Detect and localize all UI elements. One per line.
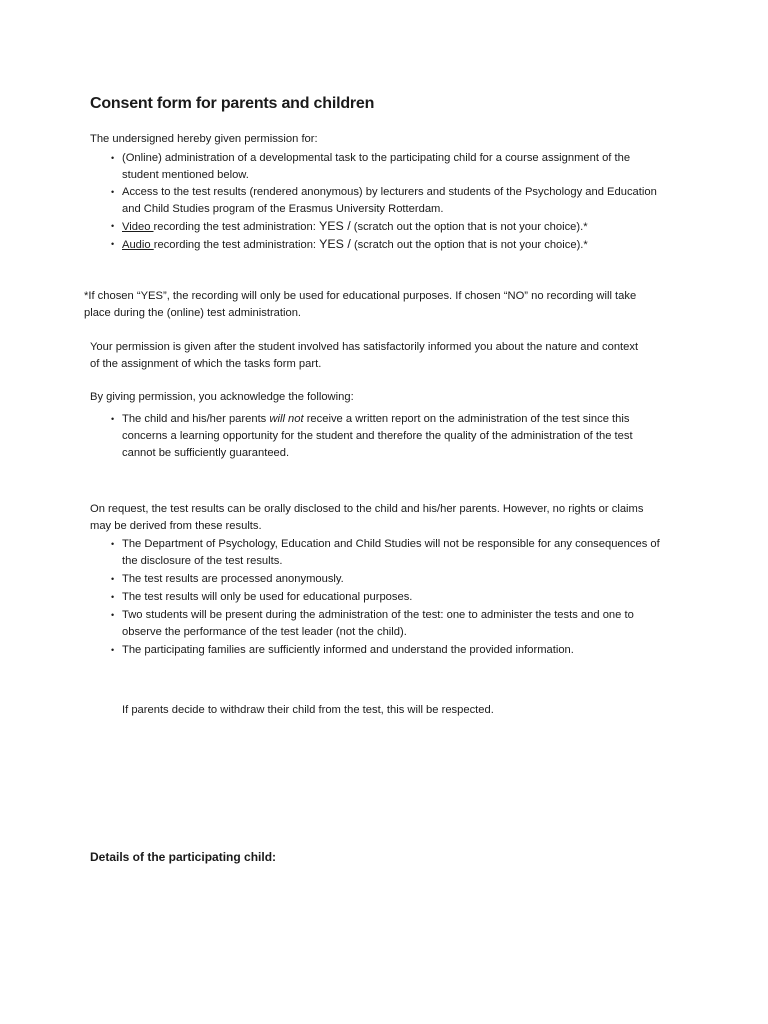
footnote-line: place during the (online) test administration.	[84, 307, 302, 319]
audio-yes-option[interactable]: YES /	[319, 237, 351, 251]
list-item-line: student mentioned below.	[122, 169, 249, 181]
list-item-line: (Online) administration of a developmental task to the participating child for a course assignment of the	[122, 152, 631, 164]
request-text	[90, 501, 643, 535]
request-line: may be derived from these results.	[90, 520, 262, 532]
acknowledge-intro: By giving permission, you acknowledge the following:	[90, 391, 354, 403]
list-item	[111, 411, 633, 462]
video-label: Video	[122, 221, 154, 233]
audio-text: recording the test administration:	[153, 239, 320, 251]
list-item-line: observe the performance of the test leader (not the child).	[122, 626, 407, 638]
list-item-line: concerns a learning opportunity for the student and therefore the quality of the administration of the test	[122, 430, 633, 442]
audio-note: (scratch out the option that is not your choice).*	[350, 239, 588, 251]
list-item: • The test results are processed anonymously.	[111, 571, 660, 588]
permissions-list	[111, 150, 657, 254]
permission-note-line: Your permission is given after the student involved has satisfactorily informed you about the nature and context	[90, 341, 639, 353]
list-item	[111, 607, 660, 641]
acknowledge-text: receive a written report on the administration of the test since this	[303, 413, 630, 425]
intro-text: The undersigned hereby given permission for:	[90, 133, 318, 145]
list-item-line: the disclosure of the test results.	[122, 555, 283, 567]
footnote-text	[84, 288, 636, 322]
acknowledge-list	[111, 411, 633, 462]
list-item-line: cannot be sufficiently guaranteed.	[122, 447, 290, 459]
audio-label: Audio	[122, 239, 154, 251]
details-heading: Details of the participating child:	[90, 850, 277, 864]
withdraw-text: If parents decide to withdraw their child from the test, this will be respected.	[122, 704, 494, 716]
list-item-line: Two students will be present during the administration of the test: one to administer the tests and one to	[122, 609, 634, 621]
video-yes-option[interactable]: YES /	[318, 219, 351, 233]
conditions-list	[111, 536, 660, 659]
list-item	[111, 150, 657, 184]
permission-note	[90, 339, 638, 373]
footnote-line: *If chosen “YES”, the recording will only be used for educational purposes. If chosen “NO” no recording will take	[84, 290, 637, 302]
list-item-video	[111, 218, 657, 236]
list-item: • The test results will only be used for educational purposes.	[111, 589, 660, 606]
video-note: (scratch out the option that is not your choice).*	[350, 221, 588, 233]
list-item-audio	[111, 236, 657, 254]
list-item-line: and Child Studies program of the Erasmus University Rotterdam.	[122, 203, 444, 215]
request-line: On request, the test results can be orally disclosed to the child and his/her parents. However, no rights or claims	[90, 503, 644, 515]
list-item-line: Access to the test results (rendered anonymous) by lecturers and students of the Psychology and Education	[122, 186, 657, 198]
acknowledge-text: The child and his/her parents	[122, 413, 270, 425]
list-item: • The participating families are sufficiently informed and understand the provided information.	[111, 642, 660, 659]
list-item-line: The Department of Psychology, Education and Child Studies will not be responsible for any consequences of	[122, 538, 660, 550]
page-title: Consent form for parents and children	[90, 95, 375, 112]
video-text: recording the test administration:	[153, 221, 319, 233]
list-item	[111, 536, 660, 570]
emphasis-text: will not	[269, 413, 304, 425]
list-item	[111, 184, 657, 218]
permission-note-line: of the assignment of which the tasks form part.	[90, 358, 322, 370]
